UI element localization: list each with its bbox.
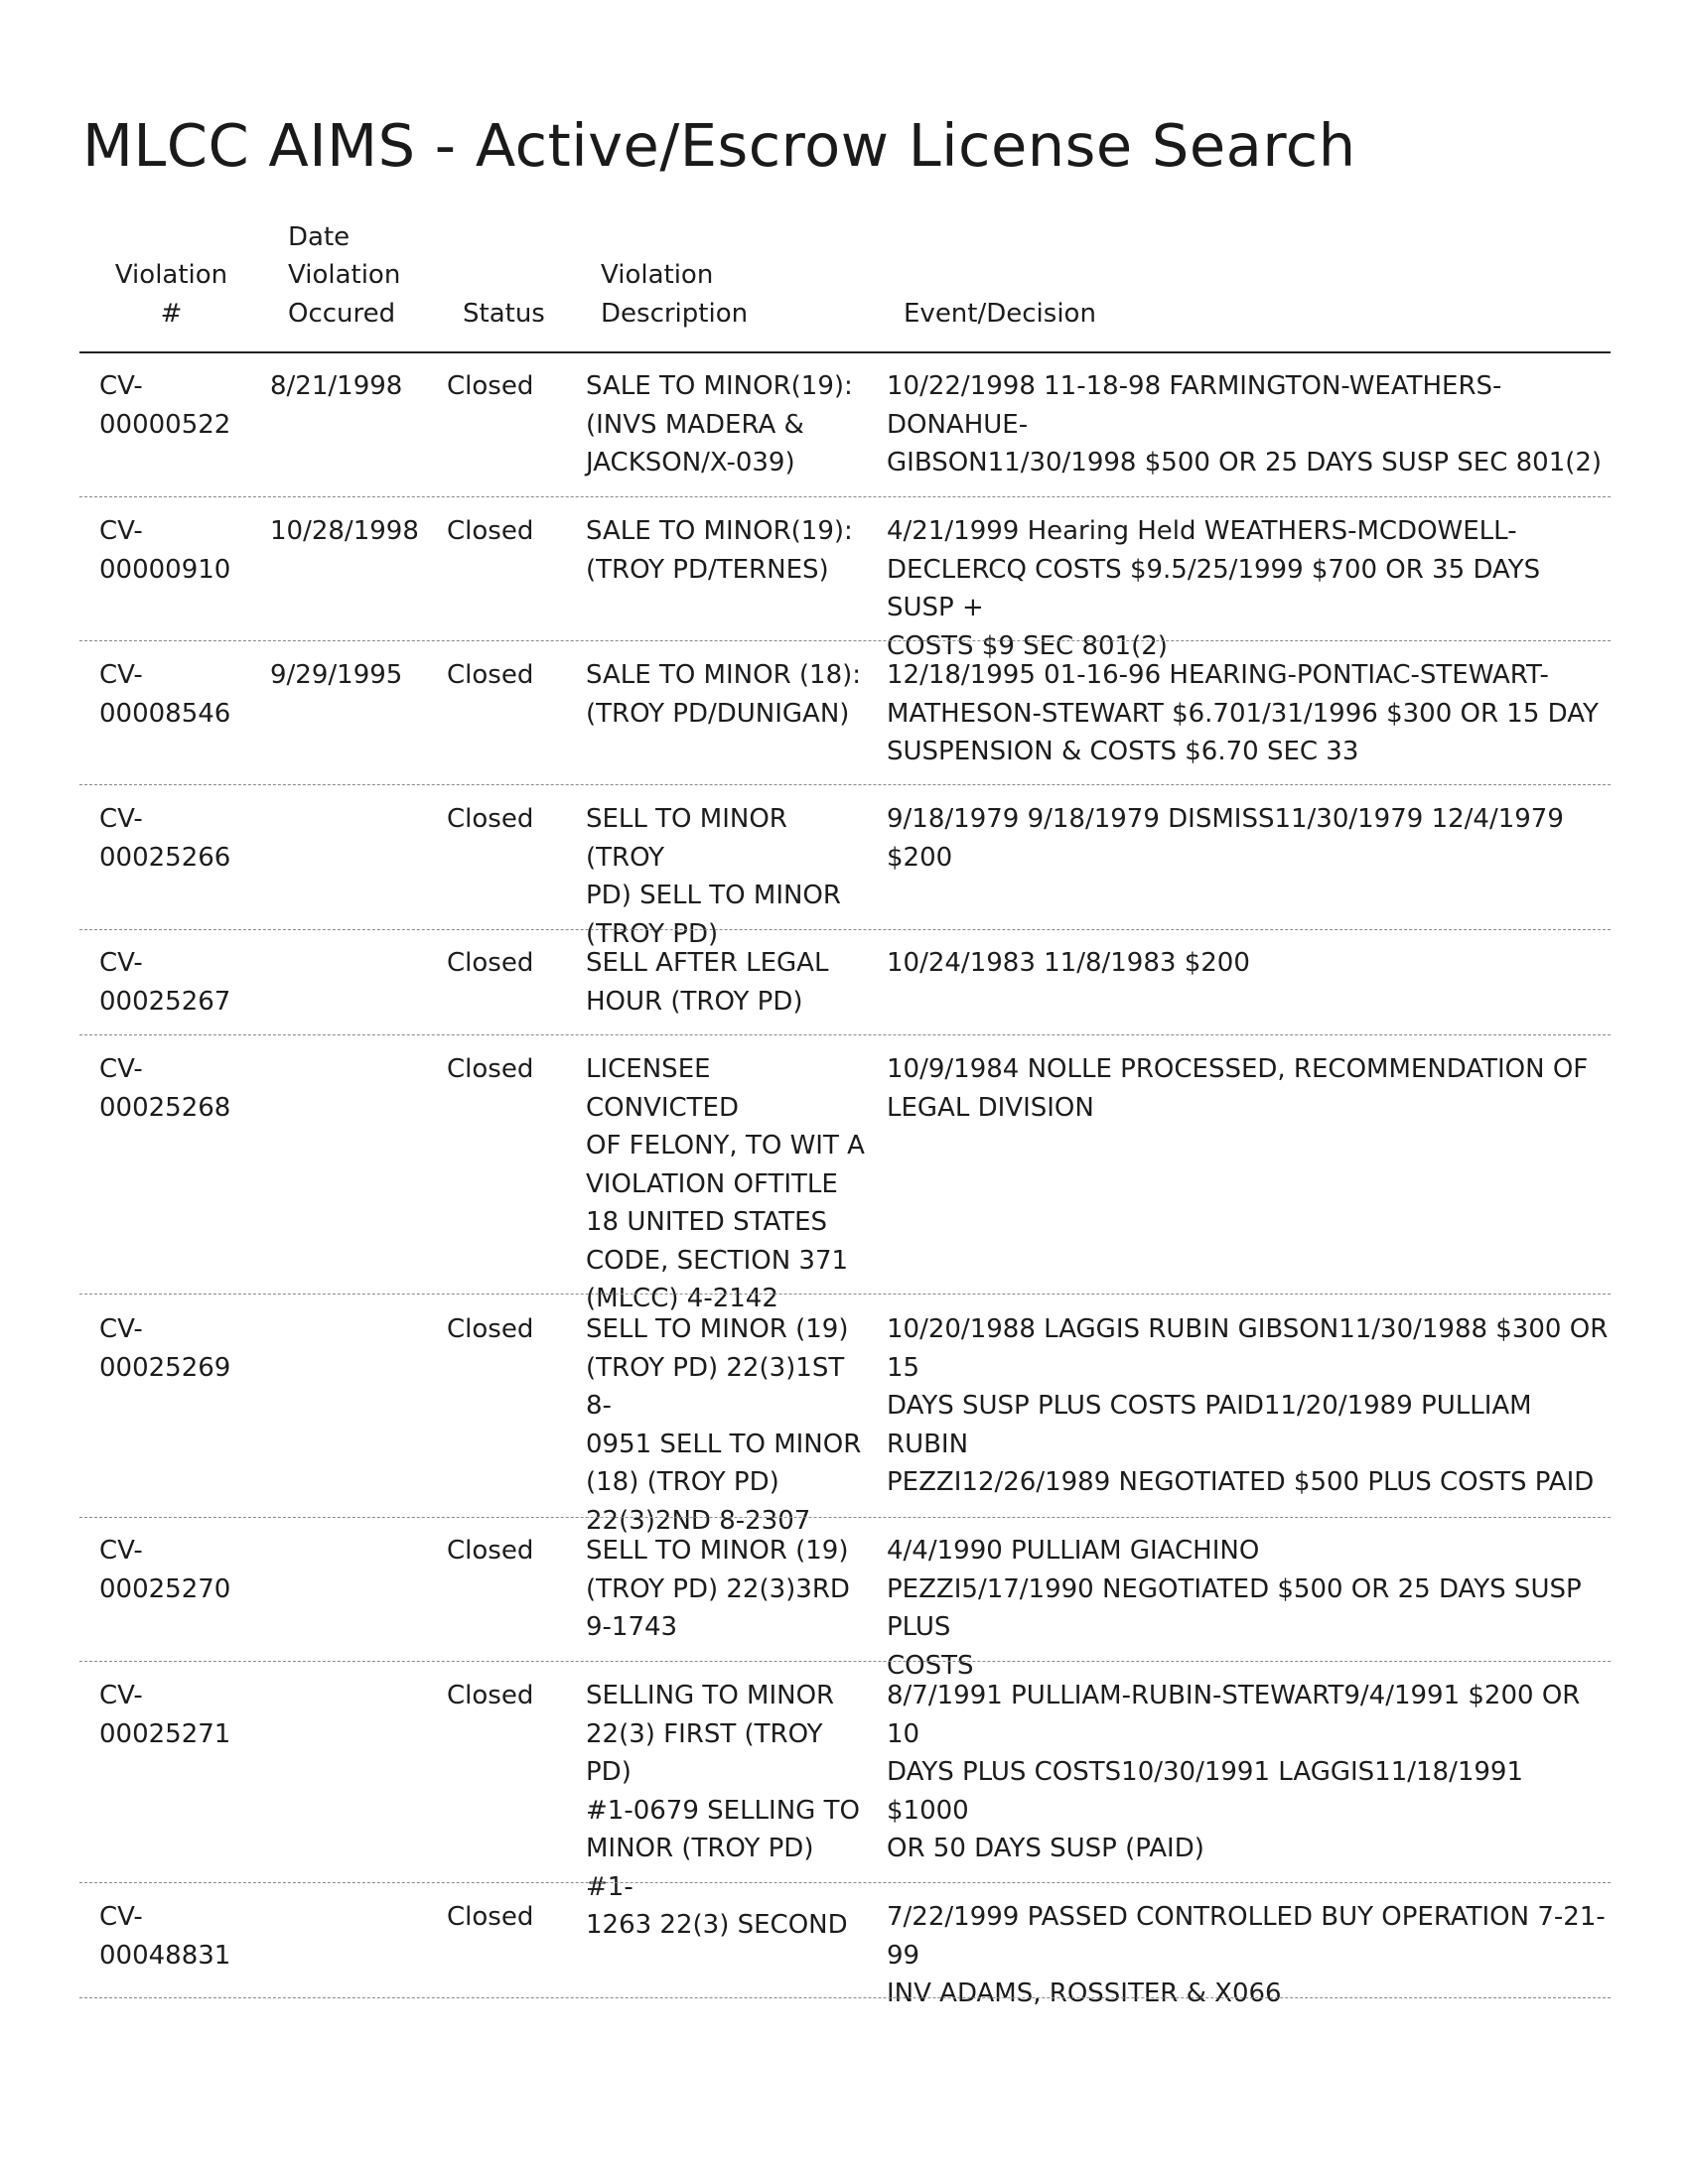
row-divider <box>79 1882 1611 1883</box>
violation-status-line: Closed <box>447 1902 534 1932</box>
violation-status <box>447 944 566 983</box>
violation-number-line: CV- <box>99 1054 143 1084</box>
violation-description-line: CODE, SECTION 371 <box>586 1245 849 1276</box>
violation-status <box>447 1898 566 1937</box>
violation-status-line: Closed <box>447 1681 534 1710</box>
violation-status-line: Closed <box>447 660 534 690</box>
violation-status <box>447 1050 566 1089</box>
violation-number-line: CV- <box>99 1681 143 1710</box>
violation-description <box>586 656 869 733</box>
violation-number-line: CV- <box>99 1314 143 1344</box>
event-decision-line: 8/7/1991 PULLIAM-RUBIN-STEWART9/4/1991 $200 OR 10 <box>887 1681 1581 1749</box>
header-event-decision: Event/Decision <box>904 298 1096 329</box>
violation-description-line: 1263 22(3) SECOND <box>586 1910 848 1940</box>
violation-description <box>586 1677 869 1945</box>
violation-number-line: 00008546 <box>99 698 231 729</box>
header-violation-description: Violation Description <box>601 260 749 329</box>
violation-number-line: 00025266 <box>99 842 231 873</box>
violation-description <box>586 367 869 482</box>
event-decision-line: 10/20/1988 LAGGIS RUBIN GIBSON11/30/1988 $300 OR 15 <box>887 1314 1609 1383</box>
violation-number-line: CV- <box>99 804 143 834</box>
row-divider <box>79 640 1611 641</box>
violation-description <box>586 1310 869 1540</box>
header-violation-number: Violation # <box>114 260 228 329</box>
page-title: MLCC AIMS - Active/Escrow License Search <box>82 111 1356 180</box>
row-divider <box>79 1034 1611 1035</box>
violation-description-line: VIOLATION OFTITLE <box>586 1168 838 1199</box>
violation-date <box>270 512 429 551</box>
event-decision-line: DECLERCQ COSTS $9.5/25/1999 $700 OR 35 DAYS SUSP + <box>887 554 1541 622</box>
violation-number-line: CV- <box>99 1902 143 1932</box>
violation-number <box>99 656 268 733</box>
row-divider <box>79 929 1611 930</box>
event-decision-line: PEZZI5/17/1990 NEGOTIATED $500 OR 25 DAYS SUSP PLUS <box>887 1573 1582 1642</box>
violation-status <box>447 1677 566 1715</box>
violation-description-line: SELL TO MINOR (19) <box>586 1536 849 1566</box>
header-status: Status <box>463 298 545 329</box>
violation-description-line: SALE TO MINOR (18): <box>586 660 862 690</box>
event-decision-line: PEZZI12/26/1989 NEGOTIATED $500 PLUS COSTS PAID <box>887 1467 1595 1497</box>
violation-description-line: 9-1743 <box>586 1612 678 1642</box>
violation-description-line: (TROY PD) <box>586 918 719 949</box>
row-divider <box>79 784 1611 785</box>
violation-description-line: SALE TO MINOR(19): <box>586 516 853 546</box>
violation-status-line: Closed <box>447 371 534 401</box>
violation-description-line: 22(3) FIRST (TROY PD) <box>586 1718 823 1787</box>
violation-description-line: SELL TO MINOR (TROY <box>586 804 787 873</box>
violation-number <box>99 1050 268 1127</box>
event-decision-line: 4/21/1999 Hearing Held WEATHERS-MCDOWELL- <box>887 516 1517 546</box>
event-decision <box>887 1677 1612 1868</box>
event-decision <box>887 1310 1612 1502</box>
event-decision-line: INV ADAMS, ROSSITER & X066 <box>887 1979 1282 2008</box>
violation-number-line: 00048831 <box>99 1940 231 1971</box>
violation-description-line: (TROY PD) 22(3)1ST 8- <box>586 1352 845 1421</box>
violation-description-line: SELL AFTER LEGAL <box>586 948 829 978</box>
violation-description <box>586 944 869 1021</box>
violation-status <box>447 656 566 695</box>
event-decision <box>887 367 1612 482</box>
violation-number-line: CV- <box>99 1536 143 1566</box>
violation-number-line: CV- <box>99 948 143 978</box>
violation-description-line: 18 UNITED STATES <box>586 1207 828 1237</box>
violation-number <box>99 800 268 877</box>
event-decision-line: LEGAL DIVISION <box>887 1092 1094 1123</box>
violation-date <box>270 656 429 695</box>
event-decision <box>887 656 1612 771</box>
violation-status <box>447 367 566 406</box>
event-decision <box>887 1898 1612 2013</box>
event-decision-line: DAYS SUSP PLUS COSTS PAID11/20/1989 PULLIAM RUBIN <box>887 1391 1532 1459</box>
row-divider <box>79 1997 1611 1998</box>
violation-number <box>99 1677 268 1753</box>
violation-number-line: 00025271 <box>99 1718 231 1749</box>
header-divider <box>79 351 1611 353</box>
violation-date-line: 8/21/1998 <box>270 371 403 401</box>
violation-number-line: CV- <box>99 371 143 401</box>
event-decision-line: 10/22/1998 11-18-98 FARMINGTON-WEATHERS-DONAHUE- <box>887 371 1502 440</box>
row-divider <box>79 496 1611 497</box>
violation-description-line: (MLCC) 4-2142 <box>586 1284 778 1313</box>
event-decision-line: 10/9/1984 NOLLE PROCESSED, RECOMMENDATION OF <box>887 1054 1589 1084</box>
event-decision-line: MATHESON-STEWART $6.701/31/1996 $300 OR 15 DAY <box>887 698 1599 729</box>
violation-number <box>99 367 268 444</box>
violation-status <box>447 800 566 839</box>
violation-date-line: 9/29/1995 <box>270 660 403 690</box>
violation-status <box>447 1310 566 1349</box>
violation-description-line: SELL TO MINOR (19) <box>586 1314 849 1344</box>
violation-description-line: (18) (TROY PD) <box>586 1467 779 1497</box>
header-date-violation-occured: Date Violation Occured <box>288 221 401 329</box>
violation-status-line: Closed <box>447 1536 534 1566</box>
violation-status <box>447 512 566 551</box>
event-decision-line: 9/18/1979 9/18/1979 DISMISS11/30/1979 12/4/1979 $200 <box>887 804 1564 873</box>
event-decision-line: OR 50 DAYS SUSP (PAID) <box>887 1834 1204 1863</box>
violation-number <box>99 1532 268 1608</box>
violation-number-line: 00000910 <box>99 554 231 585</box>
event-decision-line: SUSPENSION & COSTS $6.70 SEC 33 <box>887 737 1359 766</box>
violation-number-line: CV- <box>99 660 143 690</box>
violation-description-line: 22(3)2ND 8-2307 <box>586 1505 811 1536</box>
event-decision <box>887 800 1612 877</box>
violation-number <box>99 1310 268 1387</box>
violation-number-line: 00025268 <box>99 1092 231 1123</box>
violation-description <box>586 1532 869 1647</box>
violation-number-line: 00025269 <box>99 1352 231 1383</box>
event-decision-line: 12/18/1995 01-16-96 HEARING-PONTIAC-STEWART- <box>887 660 1549 690</box>
violation-description-line: PD) SELL TO MINOR <box>586 881 841 910</box>
violation-description-line: JACKSON/X-039) <box>586 448 795 478</box>
violation-status-line: Closed <box>447 516 534 546</box>
violation-number-line: 00025267 <box>99 986 231 1017</box>
violation-description-line: (TROY PD/TERNES) <box>586 554 829 585</box>
violation-date <box>270 367 429 406</box>
violation-description-line: MINOR (TROY PD) #1- <box>586 1834 814 1902</box>
violation-description <box>586 1050 869 1318</box>
violation-status-line: Closed <box>447 1314 534 1344</box>
event-decision-line: GIBSON11/30/1998 $500 OR 25 DAYS SUSP SEC 801(2) <box>887 448 1603 478</box>
violation-description-line: #1-0679 SELLING TO <box>586 1795 860 1826</box>
violation-date-line: 10/28/1998 <box>270 516 419 546</box>
violation-description-line: HOUR (TROY PD) <box>586 986 803 1017</box>
violation-description-line: LICENSEE CONVICTED <box>586 1054 740 1123</box>
violation-number-line: CV- <box>99 516 143 546</box>
event-decision-line: DAYS PLUS COSTS10/30/1991 LAGGIS11/18/1991 $1000 <box>887 1757 1524 1826</box>
event-decision-line: COSTS <box>887 1650 974 1681</box>
violation-description-line: (TROY PD) 22(3)3RD <box>586 1573 850 1604</box>
row-divider <box>79 1517 1611 1518</box>
violation-status-line: Closed <box>447 804 534 834</box>
violation-description-line: OF FELONY, TO WIT A <box>586 1131 865 1160</box>
violation-description-line: SELLING TO MINOR <box>586 1681 835 1710</box>
event-decision-line: COSTS $9 SEC 801(2) <box>887 630 1168 661</box>
event-decision <box>887 512 1612 665</box>
event-decision-line: 7/22/1999 PASSED CONTROLLED BUY OPERATION 7-21-99 <box>887 1902 1606 1971</box>
violation-description-line: 0951 SELL TO MINOR <box>586 1429 862 1459</box>
violation-status-line: Closed <box>447 948 534 978</box>
violation-description-line: SALE TO MINOR(19): <box>586 371 853 401</box>
event-decision-line: 10/24/1983 11/8/1983 $200 <box>887 948 1250 978</box>
violation-number <box>99 944 268 1021</box>
violation-description <box>586 512 869 589</box>
violation-description-line: (INVS MADERA & <box>586 409 804 440</box>
row-divider <box>79 1661 1611 1662</box>
event-decision <box>887 944 1612 983</box>
event-decision-line: 4/4/1990 PULLIAM GIACHINO <box>887 1536 1260 1566</box>
violation-number-line: 00000522 <box>99 409 231 440</box>
violation-description-line: (TROY PD/DUNIGAN) <box>586 698 850 729</box>
violation-number <box>99 1898 268 1975</box>
violation-number-line: 00025270 <box>99 1573 231 1604</box>
row-divider <box>79 1294 1611 1295</box>
violation-status-line: Closed <box>447 1054 534 1084</box>
violation-number <box>99 512 268 589</box>
violation-status <box>447 1532 566 1570</box>
event-decision <box>887 1050 1612 1127</box>
